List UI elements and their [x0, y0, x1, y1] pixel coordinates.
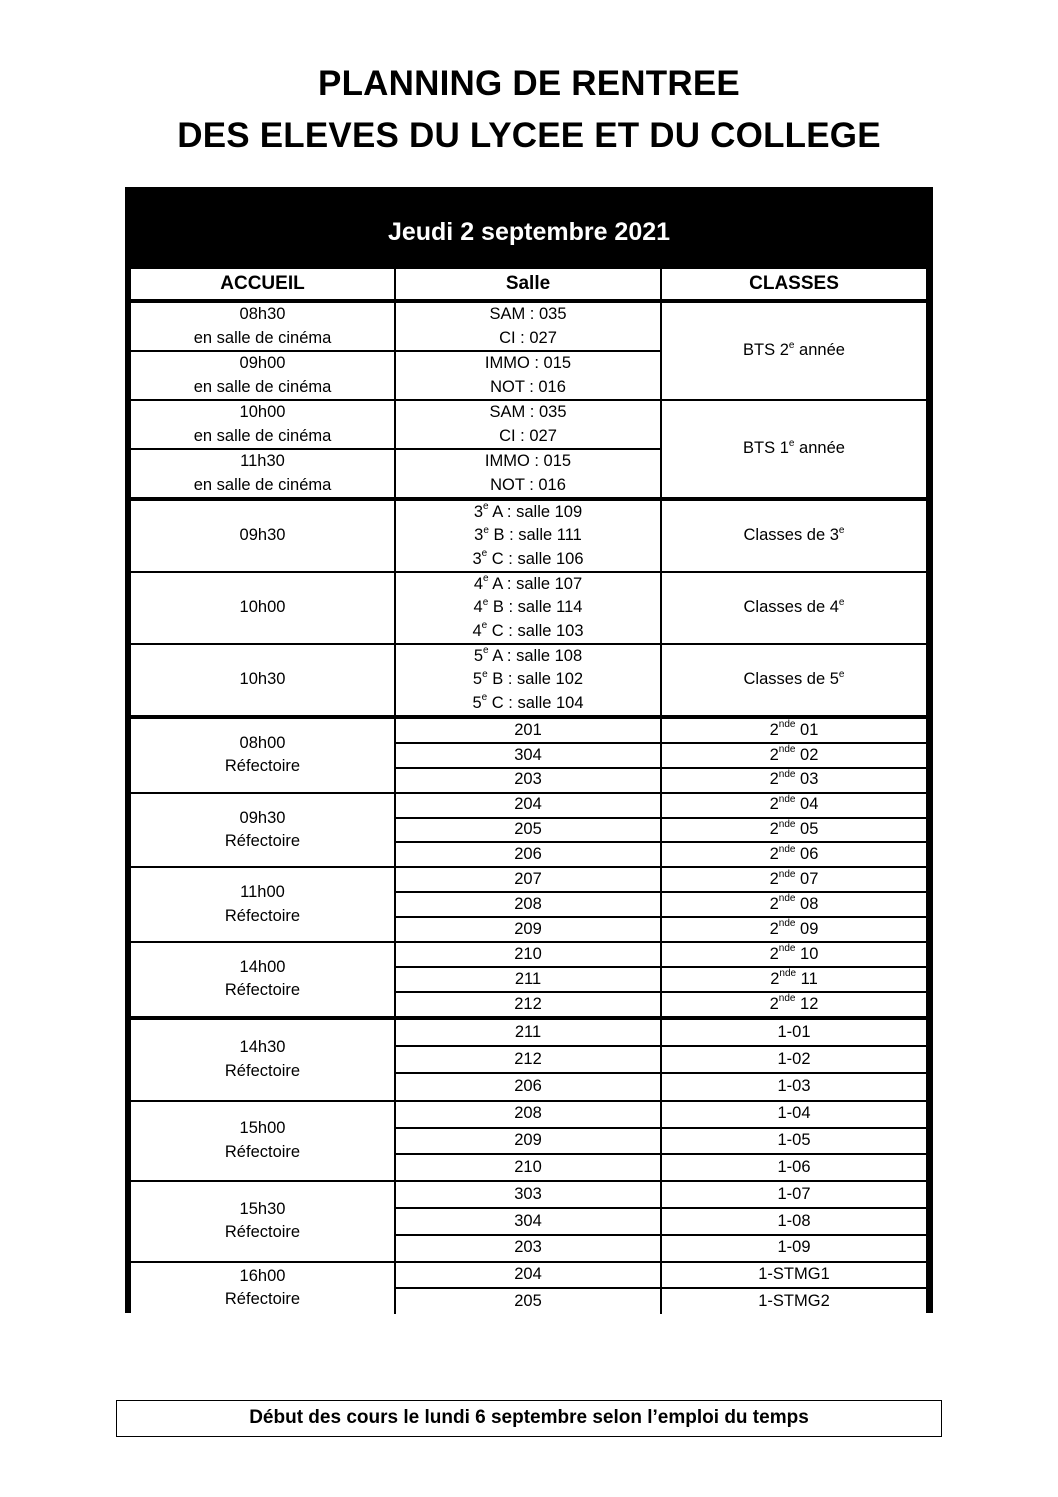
classes-column [662, 501, 926, 715]
salle-cell [396, 501, 660, 571]
accueil-cell [131, 1102, 394, 1180]
cell-line: 14h00 [239, 957, 286, 976]
classe-cell [662, 501, 926, 571]
classe-cell [662, 918, 926, 941]
classe-cell [662, 1182, 926, 1207]
cell-line: 1-02 [777, 1049, 811, 1068]
cell-line: 11h30 [240, 452, 285, 470]
cell-line: 3e A : salle 109 [473, 501, 583, 521]
cell-line: IMMO : 015 [484, 452, 572, 470]
classe-cell [662, 719, 926, 742]
cell-line: NOT : 016 [490, 377, 566, 396]
cell-line: 2nde 04 [769, 793, 819, 814]
superscript: e [483, 573, 489, 585]
schedule-table [125, 187, 933, 1313]
superscript: nde [778, 719, 796, 731]
salle-cell [396, 1182, 660, 1207]
cell-line: CI : 027 [499, 426, 557, 445]
superscript: e [838, 668, 845, 680]
classe-cell [662, 943, 926, 966]
cell-line: 209 [514, 919, 542, 938]
superscript: nde [778, 868, 796, 880]
cell-line: 2nde 06 [769, 843, 819, 864]
cell-line: 211 [514, 969, 542, 988]
cell-line: 304 [514, 1211, 542, 1230]
cell-line: 10h30 [239, 670, 286, 689]
salle-cell [396, 993, 660, 1016]
header-classes: CLASSES [662, 269, 926, 299]
salle-cell [396, 450, 660, 497]
classe-cell [662, 993, 926, 1016]
accueil-cell [131, 868, 394, 941]
classe-cell [662, 1129, 926, 1154]
classe-cell [662, 1155, 926, 1180]
cell-line: 2nde 09 [769, 918, 819, 938]
superscript: nde [778, 993, 796, 1004]
cell-line: BTS 1e année [743, 437, 845, 458]
classe-cell [662, 843, 926, 866]
classes-column [662, 1020, 926, 1314]
salle-cell [396, 1289, 660, 1314]
superscript: e [788, 437, 795, 449]
superscript: nde [779, 968, 797, 980]
cell-line: 08h30 [239, 305, 286, 323]
cell-line: 208 [514, 894, 542, 913]
cell-line: 4e B : salle 114 [473, 596, 583, 617]
accueil-cell [131, 794, 394, 867]
footer-note: Début des cours le lundi 6 septembre selon l’emploi du temps [116, 1400, 942, 1437]
table-header [131, 269, 926, 299]
cell-line: 10h00 [239, 598, 286, 617]
classe-cell [662, 868, 926, 891]
cell-line: 4e A : salle 107 [473, 573, 583, 593]
cell-line: 16h00 [239, 1266, 286, 1285]
title-line-1: PLANNING DE RENTREE [318, 64, 740, 103]
cell-line: 2nde 11 [770, 968, 818, 988]
cell-line: 1-STMG1 [758, 1265, 830, 1284]
superscript: e [838, 524, 845, 536]
cell-line: 5e B : salle 102 [472, 668, 584, 689]
cell-line: 2nde 01 [769, 719, 819, 739]
accueil-cell [131, 943, 394, 1016]
salle-cell [396, 401, 660, 448]
cell-line: 15h00 [239, 1119, 286, 1138]
cell-line: 208 [514, 1104, 542, 1123]
cell-line: 3e C : salle 106 [472, 548, 584, 568]
classes-column [662, 719, 926, 1016]
salle-cell [396, 843, 660, 866]
cell-line: 212 [514, 994, 542, 1013]
cell-line: 1-03 [777, 1077, 811, 1096]
salle-cell [396, 645, 660, 715]
cell-line: 211 [514, 1022, 542, 1041]
cell-line: 206 [514, 1077, 542, 1096]
cell-line: 09h30 [239, 808, 286, 827]
cell-line: Réfectoire [224, 832, 301, 851]
accueil-cell [131, 1182, 394, 1260]
cell-line: 205 [514, 1291, 542, 1310]
cell-line: 3e B : salle 111 [474, 524, 582, 545]
salle-cell [396, 573, 660, 643]
cell-line: 206 [514, 845, 542, 864]
cell-line: 205 [514, 820, 542, 839]
cell-line: 2nde 07 [769, 868, 819, 889]
salle-cell [396, 968, 660, 991]
cell-line: Réfectoire [224, 757, 301, 776]
superscript: nde [778, 843, 796, 855]
classe-cell [662, 1236, 926, 1261]
classe-cell [662, 1289, 926, 1314]
salle-cell [396, 868, 660, 891]
accueil-cell [131, 401, 394, 448]
superscript: e [838, 596, 845, 608]
accueil-cell [131, 1020, 394, 1100]
salle-cell [396, 918, 660, 941]
classe-cell [662, 819, 926, 842]
cell-line: 2nde 10 [769, 943, 819, 963]
classe-cell [662, 1102, 926, 1127]
cell-line: 207 [514, 870, 542, 889]
superscript: nde [778, 918, 796, 930]
accueil-column [131, 719, 394, 1016]
classe-cell [662, 303, 926, 399]
section-premiere [131, 1020, 926, 1314]
cell-line: Réfectoire [224, 906, 301, 925]
classe-cell [662, 1074, 926, 1099]
classe-cell [662, 893, 926, 916]
accueil-column [131, 1020, 394, 1314]
cell-line: 1-01 [777, 1022, 811, 1041]
cell-line: 203 [514, 770, 542, 789]
superscript: nde [778, 793, 796, 805]
cell-line: BTS 2e année [743, 339, 845, 360]
salle-cell [396, 1155, 660, 1180]
salle-cell [396, 1209, 660, 1234]
superscript: e [483, 501, 489, 513]
superscript: nde [778, 818, 796, 830]
cell-line: 303 [514, 1184, 542, 1203]
salle-column [396, 303, 660, 497]
cell-line: 1-05 [777, 1131, 811, 1150]
accueil-cell [131, 573, 394, 643]
salle-cell [396, 744, 660, 767]
classe-cell [662, 744, 926, 767]
accueil-cell [131, 450, 394, 497]
salle-cell [396, 1102, 660, 1127]
cell-line: 1-09 [777, 1238, 811, 1257]
classe-cell [662, 1047, 926, 1072]
superscript: e [482, 596, 489, 608]
accueil-cell [131, 645, 394, 715]
cell-line: 14h30 [239, 1038, 286, 1057]
cell-line: Classes de 3e [743, 524, 845, 545]
salle-cell [396, 893, 660, 916]
cell-line: 2nde 08 [769, 893, 819, 913]
cell-line: 09h00 [239, 354, 286, 372]
cell-line: 203 [514, 1238, 542, 1257]
cell-line: Réfectoire [224, 1223, 301, 1242]
salle-cell [396, 1020, 660, 1045]
cell-line: 304 [514, 745, 542, 764]
cell-line: 08h00 [239, 733, 286, 752]
cell-line: NOT : 016 [490, 475, 566, 494]
classe-cell [662, 573, 926, 643]
superscript: nde [778, 893, 796, 905]
superscript: e [483, 524, 489, 536]
cell-line: SAM : 035 [489, 305, 567, 323]
cell-line: Réfectoire [224, 1061, 301, 1080]
section-bts [131, 303, 926, 497]
accueil-column [131, 501, 394, 715]
classe-cell [662, 968, 926, 991]
classe-cell [662, 1209, 926, 1234]
cell-line: IMMO : 015 [484, 354, 572, 372]
cell-line: 09h30 [239, 526, 286, 545]
cell-line: 1-07 [777, 1184, 811, 1203]
classe-cell [662, 401, 926, 497]
classe-cell [662, 645, 926, 715]
section-seconde [131, 719, 926, 1016]
date-banner: Jeudi 2 septembre 2021 [387, 218, 671, 246]
cell-line: en salle de cinéma [193, 475, 332, 494]
cell-line: Réfectoire [224, 981, 301, 1000]
classes-column [662, 303, 926, 497]
superscript: e [481, 548, 488, 560]
salle-cell [396, 352, 660, 399]
cell-line: 210 [514, 1157, 542, 1176]
accueil-column [131, 303, 394, 497]
salle-cell [396, 769, 660, 792]
cell-line: 210 [514, 944, 542, 963]
salle-cell [396, 719, 660, 742]
cell-line: en salle de cinéma [193, 328, 332, 347]
salle-cell [396, 794, 660, 817]
salle-column [396, 719, 660, 1016]
accueil-cell [131, 352, 394, 399]
accueil-cell [131, 719, 394, 792]
classe-cell [662, 1263, 926, 1288]
cell-line: 2nde 02 [769, 744, 819, 764]
cell-line: CI : 027 [499, 328, 557, 347]
superscript: nde [778, 744, 796, 756]
superscript: e [481, 692, 488, 704]
salle-cell [396, 1236, 660, 1261]
cell-line: 201 [514, 720, 542, 739]
salle-cell [396, 1047, 660, 1072]
cell-line: Réfectoire [224, 1290, 301, 1309]
cell-line: 209 [514, 1131, 542, 1150]
cell-line: 2nde 12 [769, 993, 819, 1013]
salle-column [396, 501, 660, 715]
salle-cell [396, 819, 660, 842]
cell-line: SAM : 035 [489, 403, 567, 421]
salle-cell [396, 1263, 660, 1288]
superscript: e [481, 620, 488, 632]
superscript: nde [778, 943, 796, 955]
header-accueil: ACCUEIL [131, 269, 394, 299]
cell-line: 212 [514, 1049, 542, 1068]
superscript: nde [778, 768, 796, 780]
superscript: e [482, 668, 488, 680]
cell-line: 1-08 [777, 1211, 811, 1230]
cell-line: 204 [514, 795, 542, 814]
superscript: e [483, 645, 489, 657]
cell-line: Classes de 4e [743, 596, 845, 617]
cell-line: Réfectoire [224, 1142, 301, 1161]
table-body [131, 269, 926, 1318]
accueil-cell [131, 303, 394, 350]
cell-line: 1-06 [777, 1157, 811, 1176]
salle-cell [396, 1074, 660, 1099]
cell-line: 11h00 [240, 883, 285, 902]
cell-line: 5e A : salle 108 [473, 645, 583, 665]
salle-cell [396, 943, 660, 966]
cell-line: 10h00 [239, 403, 286, 421]
cell-line: en salle de cinéma [193, 377, 332, 396]
cell-line: Classes de 5e [743, 668, 845, 689]
cell-line: 2nde 03 [769, 768, 819, 789]
section-college [131, 501, 926, 715]
page-title [0, 58, 1058, 162]
salle-cell [396, 1129, 660, 1154]
cell-line: 204 [514, 1265, 542, 1284]
classe-cell [662, 769, 926, 792]
salle-cell [396, 303, 660, 350]
cell-line: 1-STMG2 [758, 1291, 830, 1310]
cell-line: 1-04 [777, 1104, 811, 1123]
cell-line: 2nde 05 [769, 818, 819, 839]
title-line-2: DES ELEVES DU LYCEE ET DU COLLEGE [177, 116, 881, 155]
cell-line: en salle de cinéma [193, 426, 332, 445]
cell-line: 5e C : salle 104 [472, 692, 584, 712]
superscript: e [788, 339, 795, 351]
cell-line: 15h30 [239, 1199, 286, 1218]
header-salle: Salle [396, 269, 660, 299]
classe-cell [662, 1020, 926, 1045]
classe-cell [662, 794, 926, 817]
accueil-cell [131, 501, 394, 571]
cell-line: 4e C : salle 103 [472, 620, 584, 640]
accueil-cell [131, 1263, 394, 1315]
salle-column [396, 1020, 660, 1314]
